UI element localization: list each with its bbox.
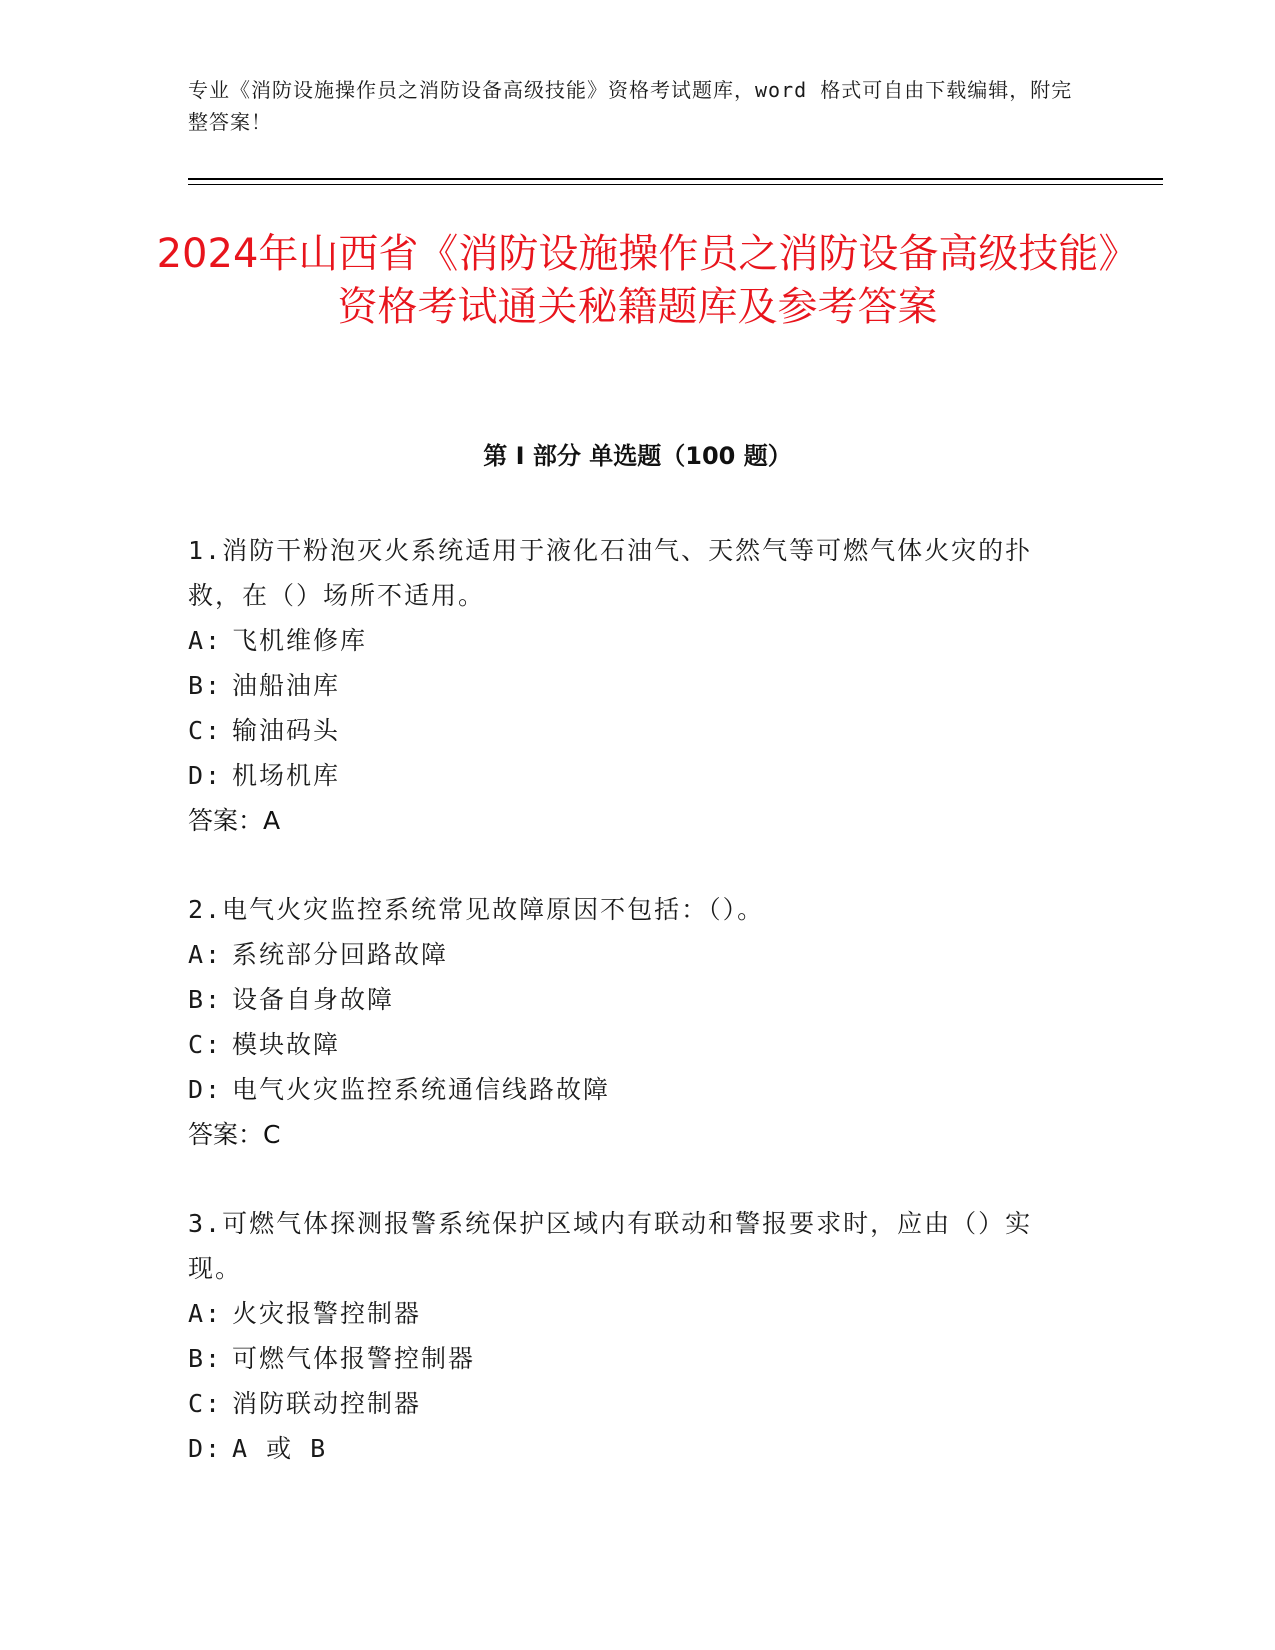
- option-key: B:: [188, 985, 223, 1014]
- option-c: [188, 1381, 1068, 1426]
- answer-line: 答案：A: [188, 806, 281, 835]
- option-key: B:: [188, 1344, 223, 1373]
- option-key: C:: [188, 1389, 223, 1418]
- spacer: [188, 843, 1068, 887]
- option-text: 机场机库: [232, 761, 341, 790]
- option-text: 模块故障: [232, 1030, 341, 1059]
- option-text: 火灾报警控制器: [232, 1299, 422, 1328]
- header-note: 专业《消防设施操作员之消防设备高级技能》资格考试题库，word 格式可自由下载编辑，附完整答案！: [188, 78, 1073, 134]
- option-key: A:: [188, 1299, 223, 1328]
- option-c: [188, 708, 1068, 753]
- section-heading: 第 I 部分 单选题（100 题）: [483, 442, 792, 470]
- question-3: [188, 1201, 1068, 1471]
- spacer: [188, 1157, 1068, 1201]
- option-b: [188, 977, 1068, 1022]
- option-key: A:: [188, 940, 223, 969]
- option-text: 消防联动控制器: [232, 1389, 422, 1418]
- header-divider-thin: [188, 184, 1163, 185]
- option-text: 电气火灾监控系统通信线路故障: [232, 1075, 611, 1104]
- option-a: [188, 1291, 1068, 1336]
- option-text: 油船油库: [232, 671, 341, 700]
- question-stem: 1.消防干粉泡灭火系统适用于液化石油气、天然气等可燃气体火灾的扑救，在（）场所不适用。: [188, 536, 1033, 610]
- option-c: [188, 1022, 1068, 1067]
- option-key: D:: [188, 1434, 223, 1463]
- header-divider-thick: [188, 178, 1163, 180]
- option-b: [188, 1336, 1068, 1381]
- answer-line: 答案：C: [188, 1120, 281, 1149]
- option-text: 可燃气体报警控制器: [232, 1344, 476, 1373]
- question-list: [188, 528, 1068, 1471]
- option-key: B:: [188, 671, 223, 700]
- question-stem: 2.电气火灾监控系统常见故障原因不包括：（）。: [188, 895, 765, 924]
- option-d: [188, 753, 1068, 798]
- option-a: [188, 618, 1068, 663]
- option-text: 飞机维修库: [232, 626, 368, 655]
- option-text: 系统部分回路故障: [232, 940, 449, 969]
- option-key: C:: [188, 716, 223, 745]
- option-d: [188, 1426, 1068, 1471]
- option-d: [188, 1067, 1068, 1112]
- option-a: [188, 932, 1068, 977]
- option-text: A 或 B: [232, 1434, 328, 1463]
- question-2: [188, 887, 1068, 1157]
- question-stem: 3.可燃气体探测报警系统保护区域内有联动和警报要求时，应由（）实现。: [188, 1209, 1033, 1283]
- option-key: D:: [188, 1075, 223, 1104]
- option-b: [188, 663, 1068, 708]
- question-1: [188, 528, 1068, 843]
- document-title: 2024年山西省《消防设施操作员之消防设备高级技能》资格考试通关秘籍题库及参考答案: [156, 231, 1119, 330]
- option-key: C:: [188, 1030, 223, 1059]
- option-key: A:: [188, 626, 223, 655]
- option-text: 输油码头: [232, 716, 341, 745]
- option-text: 设备自身故障: [232, 985, 395, 1014]
- option-key: D:: [188, 761, 223, 790]
